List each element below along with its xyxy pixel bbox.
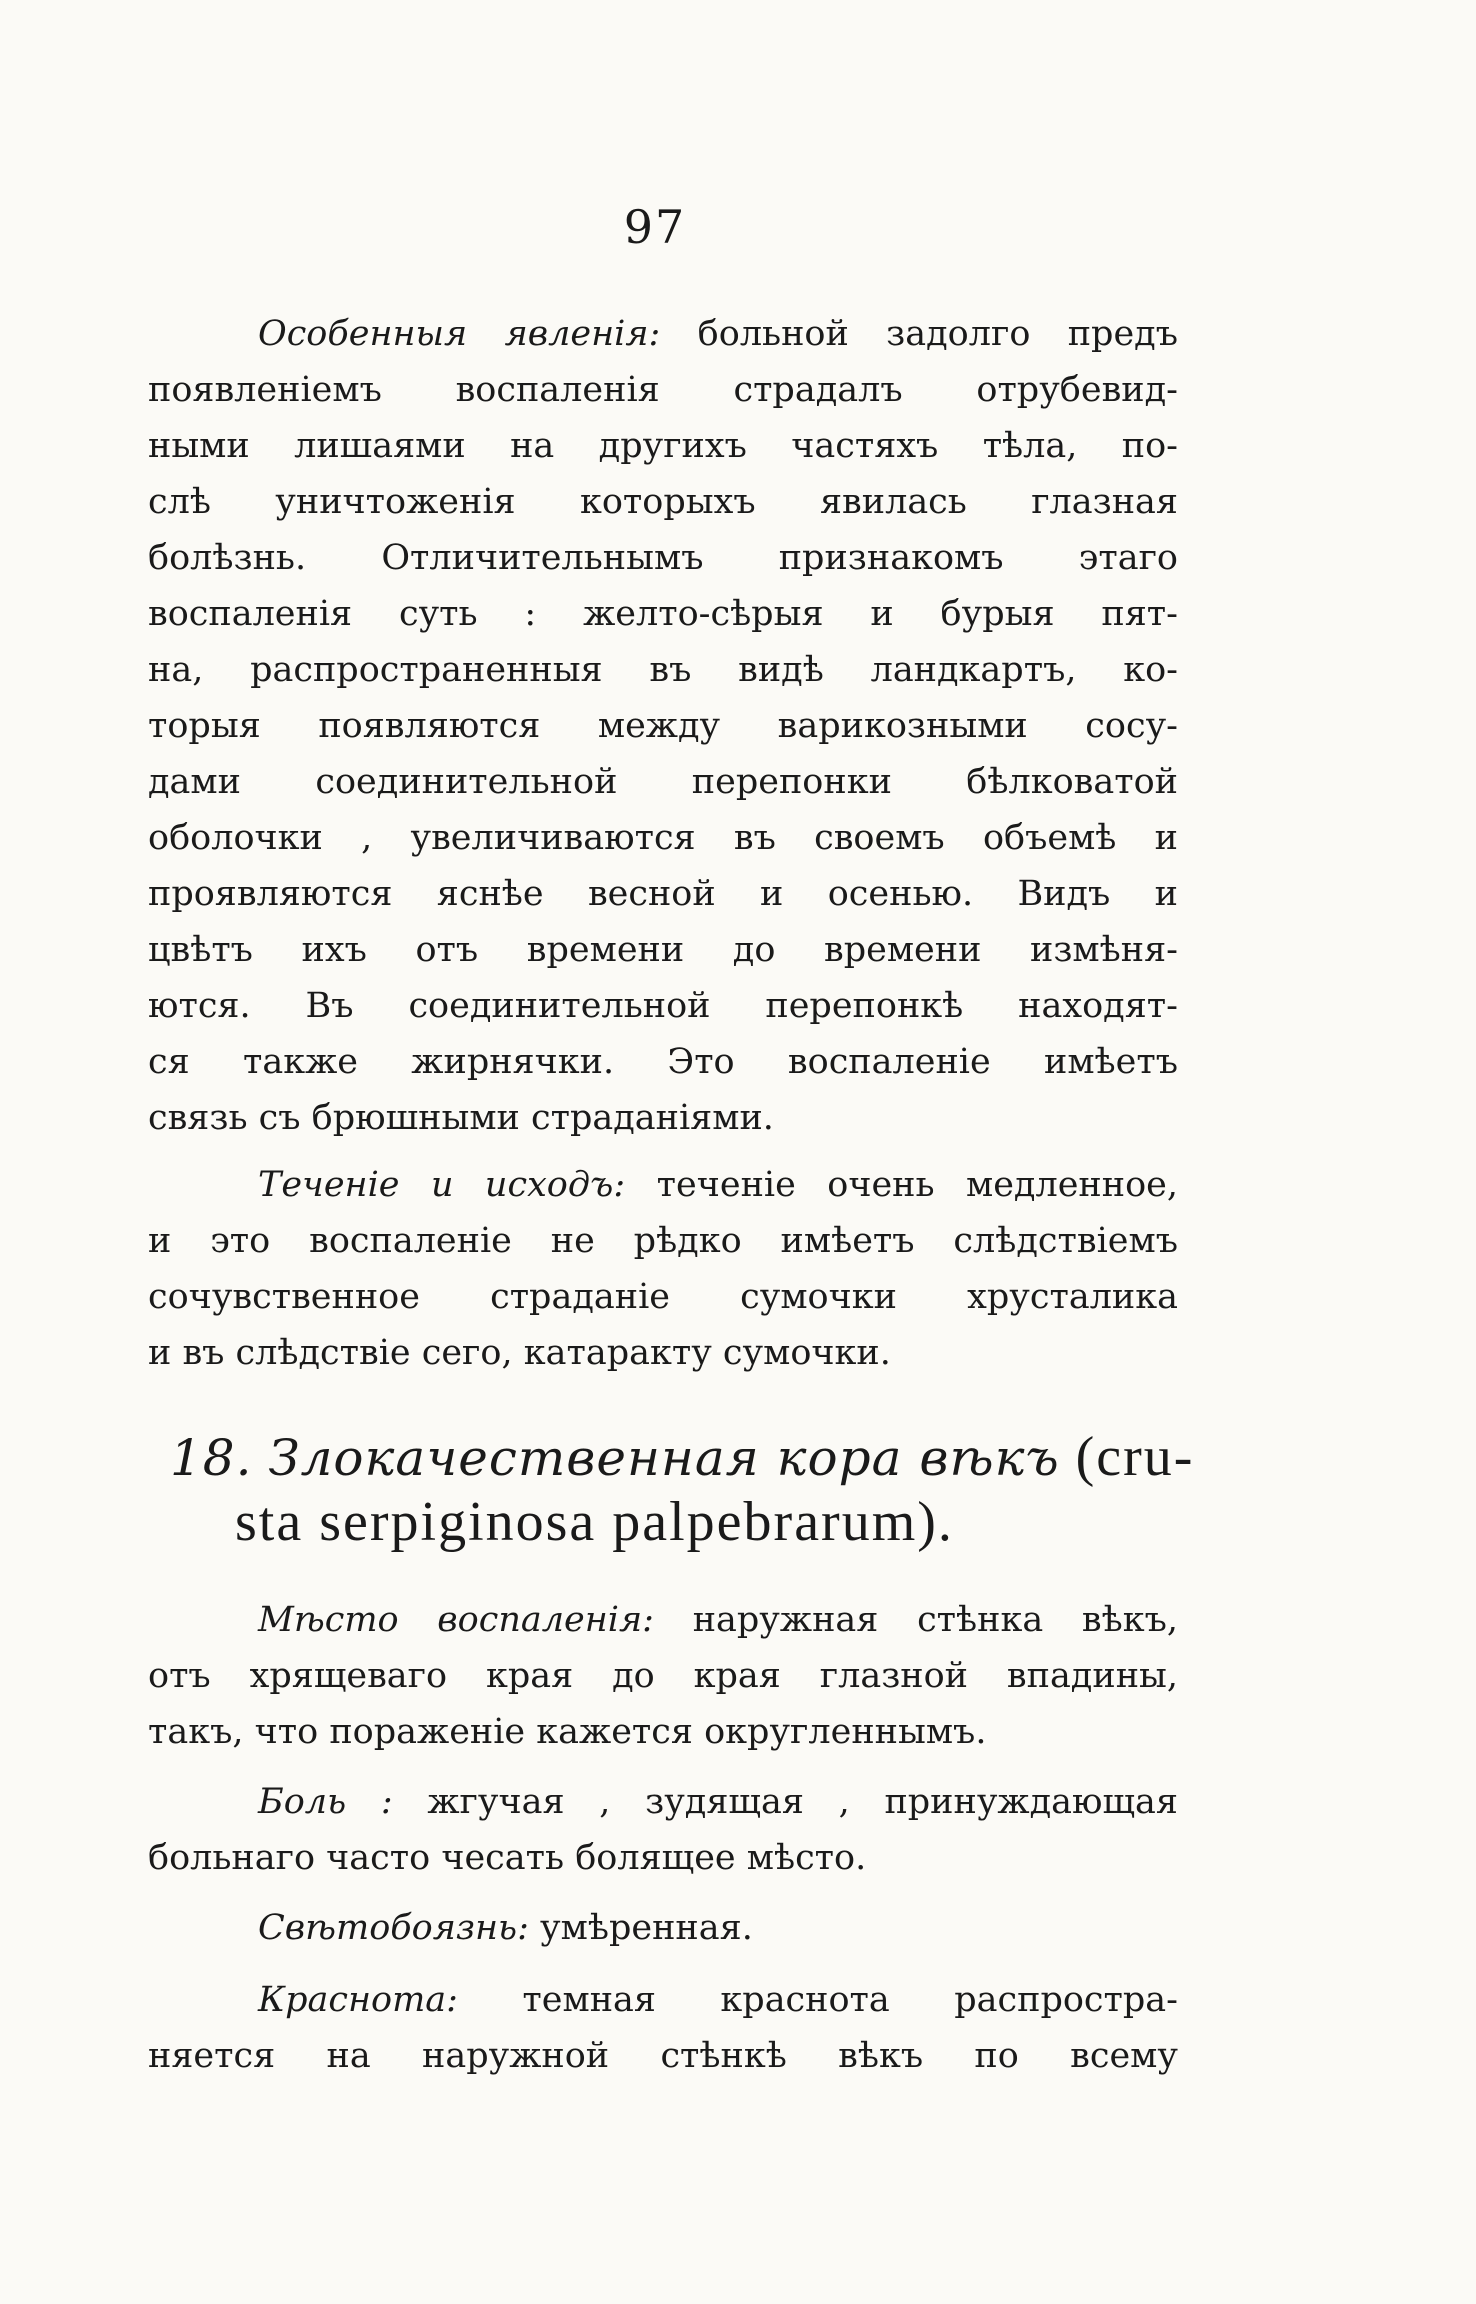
paragraph-line: няется на наружной стѣнкѣ вѣкъ по всему xyxy=(148,2036,1178,2076)
paragraph-line xyxy=(258,306,1178,362)
section-label: Краснота: xyxy=(258,1980,458,2020)
text-fragment: умѣренная. xyxy=(540,1908,753,1948)
paragraph-line xyxy=(258,1900,1178,1956)
paragraph-line: проявляются яснѣе весной и осенью. Видъ и xyxy=(148,874,1178,914)
text-fragment: теченіе очень медленное, xyxy=(656,1165,1178,1205)
paragraph-line: ными лишаями на другихъ частяхъ тѣла, по- xyxy=(148,426,1178,466)
paragraph-line: отъ хрящеваго края до края глазной впадины, xyxy=(148,1656,1178,1696)
section-label: Особенныя явленія: xyxy=(258,314,661,354)
paragraph-line xyxy=(258,1592,1178,1648)
paragraph-line: ются. Въ соединительной перепонкѣ находят- xyxy=(148,986,1178,1026)
paragraph-line: такъ, что пораженіе кажется округленнымъ. xyxy=(148,1712,987,1752)
paragraph-line: слѣ уничтоженія которыхъ явилась глазная xyxy=(148,482,1178,522)
section-title: Злокачественная кора вѣкъ xyxy=(268,1429,1060,1487)
section-label: Боль : xyxy=(258,1782,393,1822)
paragraph-line xyxy=(258,1774,1178,1830)
page-number: 97 xyxy=(623,200,687,254)
paragraph-line: ся также жирнячки. Это воспаленіе имѣетъ xyxy=(148,1042,1178,1082)
paragraph-line: цвѣтъ ихъ отъ времени до времени измѣня- xyxy=(148,930,1178,970)
text-fragment: больной задолго предъ xyxy=(697,314,1178,354)
section-heading xyxy=(170,1425,1195,1490)
paragraph-line: воспаленія суть : желто-сѣрыя и бурыя пят- xyxy=(148,594,1178,634)
text-fragment: темная краснота распростра- xyxy=(522,1980,1178,2020)
paragraph-line: торыя появляются между варикозными сосу- xyxy=(148,706,1178,746)
paragraph-line: больнаго часто чесать болящее мѣсто. xyxy=(148,1838,867,1878)
paragraph-line: дами соединительной перепонки бѣлковатой xyxy=(148,762,1178,802)
paragraph-line: и въ слѣдствіе сего, катаракту сумочки. xyxy=(148,1333,891,1373)
paragraph-line xyxy=(258,1157,1178,1213)
paragraph-line: оболочки , увеличиваются въ своемъ объемѣ и xyxy=(148,818,1178,858)
text-fragment: жгучая , зудящая , принуждающая xyxy=(427,1782,1178,1822)
section-label: Мѣсто воспаленія: xyxy=(258,1600,654,1640)
paragraph-line: сочувственное страданіе сумочки хрусталика xyxy=(148,1277,1178,1317)
text-fragment: наружная стѣнка вѣкъ, xyxy=(692,1600,1178,1640)
section-heading-continuation xyxy=(235,1490,1180,1555)
paragraph-line: на, распространенныя въ видѣ ландкартъ, ко- xyxy=(148,650,1178,690)
paragraph-line: появленіемъ воспаленія страдалъ отрубевид- xyxy=(148,370,1178,410)
paragraph-line: и это воспаленіе не рѣдко имѣетъ слѣдствіемъ xyxy=(148,1221,1178,1261)
paragraph-line: болѣзнь. Отличительнымъ признакомъ этаго xyxy=(148,538,1178,578)
section-label: Теченіе и исходъ: xyxy=(258,1165,626,1205)
paragraph-line: связь съ брюшными страданіями. xyxy=(148,1098,774,1138)
section-number: 18. xyxy=(170,1429,253,1487)
latin-title: sta serpiginosa palpebrarum). xyxy=(235,1491,954,1553)
latin-title: (cru- xyxy=(1075,1426,1195,1488)
paragraph-line xyxy=(258,1972,1178,2028)
section-label: Свѣтобоязнь: xyxy=(258,1908,529,1948)
